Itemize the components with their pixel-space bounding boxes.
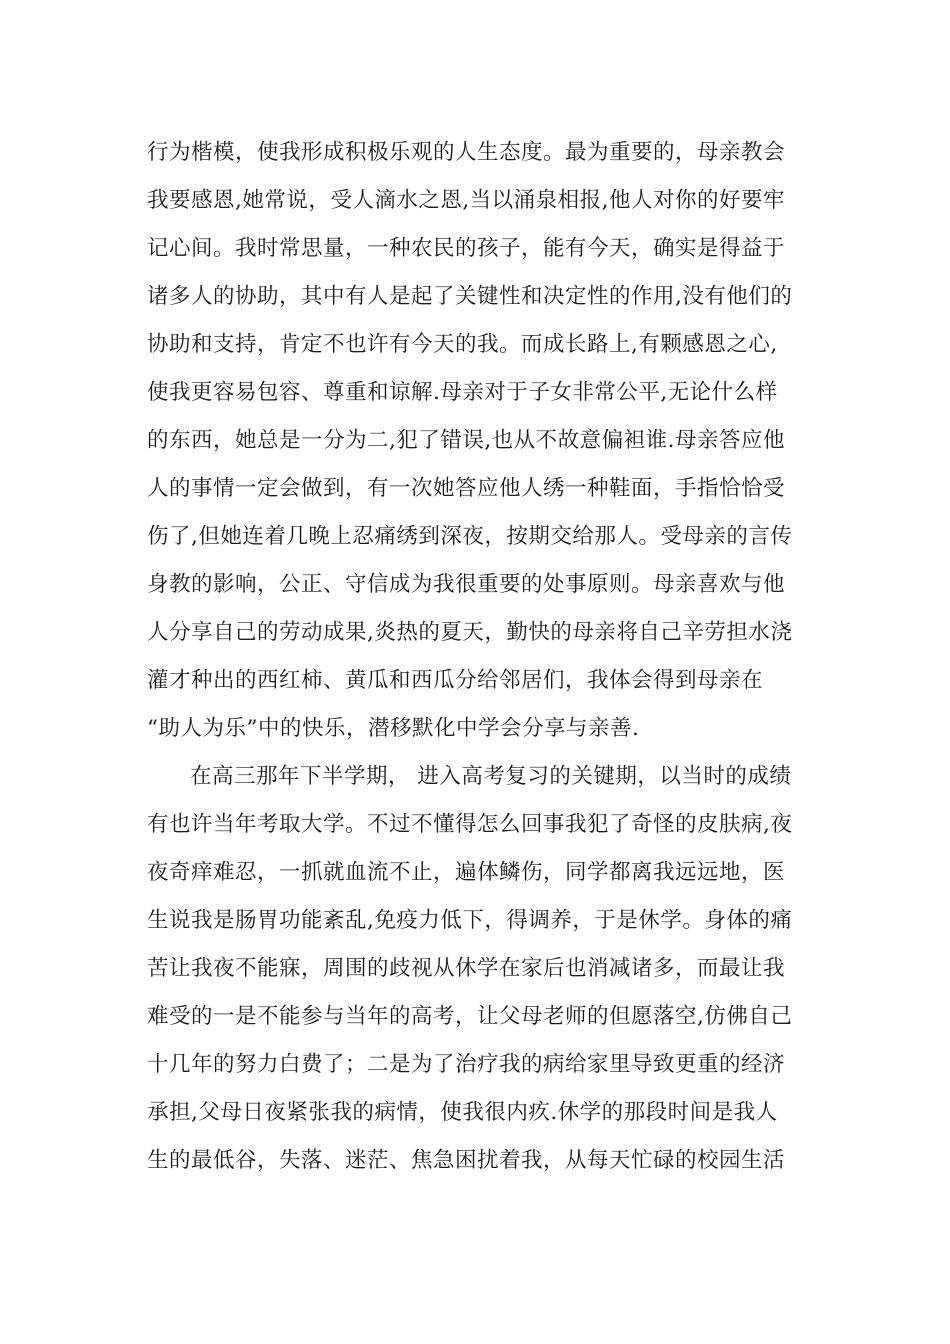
text-line: 生的最低谷，失落、迷茫、焦急困扰着我，从每天忙碌的校园生活	[147, 1148, 786, 1173]
text-line: 伤了,但她连着几晚上忍痛绣到深夜，按期交给那人。受母亲的言传	[147, 524, 793, 549]
text-line: 人的事情一定会做到，有一次她答应他人绣一种鞋面，手指恰恰受	[147, 476, 786, 501]
text-line: 生说我是肠胃功能紊乱,免疫力低下，得调养，于是休学。身体的痛	[147, 908, 793, 933]
text-line: 使我更容易包容、尊重和谅解.母亲对于子女非常公平,无论什么样	[147, 380, 778, 405]
text-line: 承担,父母日夜紧张我的病情，使我很内疚.休学的那段时间是我人	[147, 1100, 778, 1125]
text-line: 灌才种出的西红柿、黄瓜和西瓜分给邻居们，我体会得到母亲在	[147, 668, 764, 693]
text-line: 行为楷模，使我形成积极乐观的人生态度。最为重要的，母亲教会	[147, 140, 786, 165]
text-line: 诸多人的协助，其中有人是起了关键性和决定性的作用,没有他们的	[147, 284, 793, 309]
text-line: 身教的影响，公正、守信成为我很重要的处事原则。母亲喜欢与他	[147, 572, 786, 597]
paragraph-2	[147, 758, 807, 1180]
text-line: 在高三那年下半学期， 进入高考复习的关键期，以当时的成绩	[190, 764, 792, 789]
text-line: 的东西，她总是一分为二,犯了错误,也从不故意偏袒谁.母亲答应他	[147, 428, 786, 453]
text-line: 苦让我夜不能寐，周围的歧视从休学在家后也消减诸多，而最让我	[147, 956, 786, 981]
text-line: 人分享自己的劳动成果,炎热的夏天，勤快的母亲将自己辛劳担水浇	[147, 620, 793, 645]
text-line: 夜奇痒难忍，一抓就血流不止，遍体鳞伤，同学都离我远远地，医	[147, 860, 786, 885]
text-line: 难受的一是不能参与当年的高考，让父母老师的但愿落空,仿佛自己	[147, 1004, 793, 1029]
text-line: 有也许当年考取大学。不过不懂得怎么回事我犯了奇怪的皮肤病,夜	[147, 812, 793, 837]
document-body	[147, 134, 807, 1190]
text-line: 协助和支持，肯定不也许有今天的我。而成长路上,有颗感恩之心,	[147, 332, 778, 357]
paragraph-1	[147, 134, 807, 748]
text-line: 我要感恩,她常说，受人滴水之恩,当以涌泉相报,他人对你的好要牢	[147, 188, 786, 213]
text-line: “助人为乐”中的快乐，潜移默化中学会分享与亲善.	[147, 716, 640, 741]
text-line: 十几年的努力白费了；二是为了治疗我的病给家里导致更重的经济	[147, 1052, 786, 1077]
text-line: 记心间。我时常思量，一种农民的孩子，能有今天，确实是得益于	[147, 236, 786, 261]
